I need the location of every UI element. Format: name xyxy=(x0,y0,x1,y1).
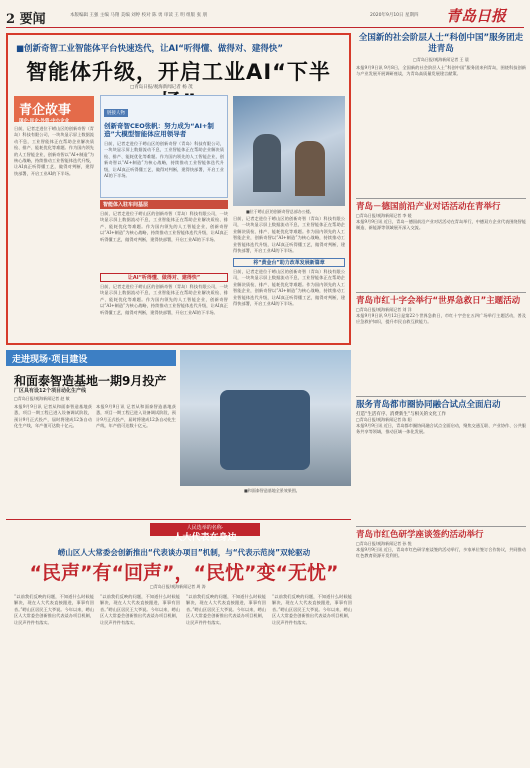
right-item2-title[interactable]: 青岛－德国前沿产业对话活动在青举行 xyxy=(356,202,501,212)
section2-text-col2: 本报9月9日讯 记者从和面泰智造基地获悉，项目一期工程已进入设备调试阶段，预计9月正式投产，届时将建成12条自动化生产线，年产值可达数十亿元。 xyxy=(96,404,176,429)
newspaper-logo: 青岛日报 xyxy=(446,7,507,25)
right-column xyxy=(356,33,526,627)
divider xyxy=(356,396,526,397)
lead-photo xyxy=(233,96,345,206)
lead-col3 xyxy=(233,216,345,339)
bottom-text-col1: “以前我们反映的问题，不知道什么时候能解决，现在人大代表直接跟进，事事有回音。”崂山区居民王大爷说。今年以来，崂山区人大常委会创新推出代表谈办项目机制，让民声件件有落实。 xyxy=(14,594,94,625)
bottom-rule xyxy=(6,519,351,520)
lead-byline: □青岛日报/观海新闻记者 杨 茂 xyxy=(130,85,193,90)
youth-badge-sub: 国企·民企·外资·中小企业 xyxy=(19,119,70,124)
section2-subtitle: 厂区具有设12个项目动化生产线 xyxy=(14,388,86,394)
lead-col2 xyxy=(100,200,228,342)
section2-photo-caption: ■和面泰智造基地全景效果图。 xyxy=(244,488,300,493)
lead-photo-caption: ■位于崂山区的创新奇智总部办公楼。 xyxy=(246,209,314,214)
section2-photo xyxy=(180,350,351,486)
right-item5-title[interactable]: 青岛市红色研学座谈签约活动举行 xyxy=(356,530,484,540)
right-item4-sub: 打造“生活有序、消费新生”与相关的文化工作 xyxy=(356,412,447,417)
youth-badge xyxy=(14,96,94,122)
lead-title[interactable]: 智能体升级，开启工业AI“下半 xyxy=(26,60,331,84)
right-item2-text: 本报9月9日讯 近日，青岛－德国前沿产业对话活动在青岛举行，中德双方企业代表围绕智能制造、新能源等领域展开深入交流。 xyxy=(356,219,526,231)
lead-subhead-3: 将“黄金台”助力改革发展新篇章 xyxy=(233,258,345,267)
header-meta: 本版编辑 王强 主编 马翔 美编 刘婷 校对 陈 勇 审读 王 明 组版 张 朋 xyxy=(70,13,208,18)
lead-body-col3a: 日前，记者走进位于崂山区的创新奇智（青岛）科技有限公司，一块块显示屏上数据流动不息，工业智能体正在帮助企业解决质检、排产、能耗优化等难题。作为国内领先的人工智能企业，创新奇智以“AI+制造”为核心战略，持续推动工业智能体迭代升级，让AI真正听得懂工艺，做得对判断，建得快部署，开启工业AI的下半场。 xyxy=(233,216,345,254)
bottom-subtitle: 崂山区人大常委会创新推出“代表谈办项目”机制，与“代表示范岗”双轮驱动 xyxy=(57,548,311,557)
page-number: 2 要闻 xyxy=(6,12,46,27)
section2-byline: □青岛日报/观海新闻记者 赵 敏 xyxy=(14,396,70,401)
right-item4-text: 本报9月9日讯 近日，青岛都市圈协同融合试点全面启动，聚焦交通互联、产业协作、公共服务共享等领域，推动区域一体化发展。 xyxy=(356,423,526,435)
section2-banner: 走进现场·项目建设 xyxy=(6,350,176,366)
right-item1-byline: □青岛日报/观海新闻记者 王 晨 xyxy=(413,57,469,62)
divider xyxy=(356,526,526,527)
right-item3-byline: □青岛日报/观海新闻记者 刘 洋 xyxy=(356,307,412,312)
bottom-text-col4: “以前我们反映的问题，不知道什么时候能解决，现在人大代表直接跟进，事事有回音。”崂山区居民王大爷说。今年以来，崂山区人大常委会创新推出代表谈办项目机制，让民声件件有落实。 xyxy=(272,594,352,625)
right-item3-title[interactable]: 青岛市红十字会举行“世界急救日”主题活动 xyxy=(356,296,521,306)
sidebar-box xyxy=(100,95,228,198)
header-date: 2020年9月10日 星期四 xyxy=(370,13,419,18)
section2-title[interactable]: 和面泰智造基地一期9月投产 xyxy=(14,374,167,388)
photo-person-2 xyxy=(295,141,325,196)
right-item2-byline: □青岛日报/观海新闻记者 李 媛 xyxy=(356,213,412,218)
sidebar-box-text: 日前，记者走进位于崂山区的创新奇智（青岛）科技有限公司，一块块显示屏上数据流动不息，工业智能体正在帮助企业解决质检、排产、能耗优化等难题。作为国内领先的人工智能企业，创新奇智以“AI+制造”为核心战略，持续推动工业智能体迭代升级，让AI真正听得懂工艺，做得对判断，建得快部署，开启工业AI的下半场。 xyxy=(104,141,224,179)
photo-person-1 xyxy=(253,134,281,192)
sidebar-box-title: 创新奇智CEO张帆：努力成为“AI+制造”大模型智能体应用领导者 xyxy=(104,122,214,138)
right-item4-title[interactable]: 服务青岛都市圈协同融合试点全面启动 xyxy=(356,400,501,410)
lead-body-col3b: 日前，记者走进位于崂山区的创新奇智（青岛）科技有限公司，一块块显示屏上数据流动不息，工业智能体正在帮助企业解决质检、排产、能耗优化等难题。作为国内领先的人工智能企业，创新奇智以“AI+制造”为核心战略，持续推动工业智能体迭代升级，让AI真正听得懂工艺，做得对判断，建得快部署，开启工业AI的下半场。 xyxy=(233,269,345,307)
right-item5-text: 本报9月9日讯 近日，青岛市红色研学座谈签约活动举行，多家单位签订合作协议，共同推动红色教育资源开发利用。 xyxy=(356,547,526,559)
bottom-kicker-top: 人民选举的名称· xyxy=(150,523,260,536)
bottom-text-col3: “以前我们反映的问题，不知道什么时候能解决，现在人大代表直接跟进，事事有回音。”崂山区居民王大爷说。今年以来，崂山区人大常委会创新推出代表谈办项目机制，让民声件件有落实。 xyxy=(186,594,266,625)
right-item4-byline: □青岛日报/观海新闻记者 陈 阳 xyxy=(356,417,412,422)
bottom-text-col2: “以前我们反映的问题，不知道什么时候能解决，现在人大代表直接跟进，事事有回音。”崂山区居民王大爷说。今年以来，崂山区人大常委会创新推出代表谈办项目机制，让民声件件有落实。 xyxy=(100,594,180,625)
photo-building xyxy=(220,390,310,470)
right-item5-byline: □青岛日报/观海新闻记者 孙 悦 xyxy=(356,541,412,546)
right-item1-text: 本报9月9日讯 9月8日，全国新的社会阶层人士“科创中国”服务团来到青岛，围绕科技创新与产业发展开展调研座谈，为青岛高质量发展建言献策。 xyxy=(356,65,526,77)
youth-badge-title: 青企故事 xyxy=(19,103,72,118)
right-item3-text: 本报9月9日讯 9月12日是第22个世界急救日，市红十字会在五四广场举行主题活动，普及应急救护知识，提升市民自救互救能力。 xyxy=(356,313,526,325)
divider xyxy=(356,198,526,199)
lead-body-col1: 日前，记者走进位于崂山区的创新奇智（青岛）科技有限公司，一块块显示屏上数据流动不息，工业智能体正在帮助企业解决质检、排产、能耗优化等难题。作为国内领先的人工智能企业，创新奇智以“AI+制造”为核心战略，持续推动工业智能体迭代升级，让AI真正听得懂工艺，做得对判断，建得快部署，开启工业AI的下半场。 xyxy=(14,126,94,176)
divider xyxy=(356,292,526,293)
header-rule xyxy=(6,27,524,28)
section2-text-col1: 本报9月9日讯 记者从和面泰智造基地获悉，项目一期工程已进入设备调试阶段，预计9月正式投产，届时将建成12条自动化生产线，年产值可达数十亿元。 xyxy=(14,404,92,429)
bottom-title[interactable]: “民声”有“回声”，“民忧”变“无忧” xyxy=(29,562,339,584)
bottom-kicker: 人大代表在身边 xyxy=(173,533,237,543)
lead-body-col2b: 日前，记者走进位于崂山区的创新奇智（青岛）科技有限公司，一块块显示屏上数据流动不息，工业智能体正在帮助企业解决质检、排产、能耗优化等难题。作为国内领先的人工智能企业，创新奇智以“AI+制造”为核心战略，持续推动工业智能体迭代升级，让AI真正听得懂工艺，做得对判断，建得快部署，开启工业AI的下半场。 xyxy=(100,284,228,315)
bottom-byline: □青岛日报/观海新闻记者 周 涛 xyxy=(150,584,206,589)
sidebar-box-tag: 链接人物 xyxy=(104,109,128,117)
lead-body-col2a: 日前，记者走进位于崂山区的创新奇智（青岛）科技有限公司，一块块显示屏上数据流动不息，工业智能体正在帮助企业解决质检、排产、能耗优化等难题。作为国内领先的人工智能企业，创新奇智以“AI+制造”为核心战略，持续推动工业智能体迭代升级，让AI真正听得懂工艺，做得对判断，建得快部署，开启工业AI的下半场。 xyxy=(100,211,228,242)
right-item1-title[interactable]: 全国新的社会阶层人士“科创中国”服务团走进青岛 xyxy=(358,33,524,54)
lead-kicker: ■创新奇智工业智能体平台快速迭代，让AI“听得懂、做得对、建得快” xyxy=(16,44,283,54)
lead-subhead-2: 让AI“听得懂、做得对、建得快” xyxy=(100,273,228,282)
lead-subhead-1: 智能体入驻车间基层 xyxy=(100,200,228,209)
